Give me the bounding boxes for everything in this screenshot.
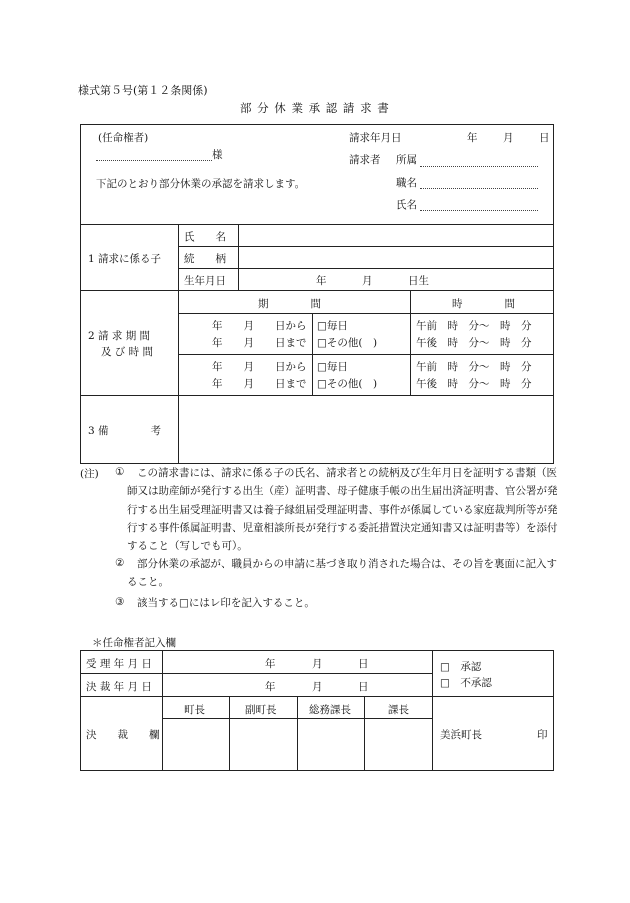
appointer-label: (任命権者) xyxy=(98,132,149,144)
request-date-year[interactable]: 年 xyxy=(467,132,478,144)
name-label: 氏名 xyxy=(396,199,417,211)
approver-deputy-mayor: 副町長 xyxy=(245,704,277,716)
child-section-label: 1 請求に係る子 xyxy=(88,253,162,265)
position-label: 職名 xyxy=(396,177,417,189)
approver-general-affairs: 総務課長 xyxy=(309,704,351,716)
approver-mayor: 町長 xyxy=(184,704,205,716)
decision-month[interactable]: 月 xyxy=(312,681,323,693)
decision-day[interactable]: 日 xyxy=(358,681,369,693)
period-row-2-from[interactable]: 年 月 日から xyxy=(212,361,307,373)
remarks-label: 3 備 考 xyxy=(88,425,162,437)
note-text-3: 該当する□にはレ印を記入すること。 xyxy=(137,597,315,609)
child-birth-year[interactable]: 年 xyxy=(316,275,327,287)
period-section-label-1: 2 請 求 期 間 xyxy=(88,330,151,342)
period-row-2-other[interactable]: □その他( ) xyxy=(317,378,378,390)
receipt-date-label: 受 理 年 月 日 xyxy=(86,658,152,670)
child-birth-day[interactable]: 日生 xyxy=(408,275,429,287)
form-number: 様式第５号(第１２条関係) xyxy=(78,84,208,97)
appointer-section-title: ＊任命権者記入欄 xyxy=(92,637,176,649)
decision-date-label: 決 裁 年 月 日 xyxy=(86,681,152,693)
form-title: 部 分 休 業 承 認 請 求 書 xyxy=(240,101,390,115)
sama-label: 様 xyxy=(212,149,223,161)
period-row-1-pm[interactable]: 午後 時 分〜 時 分 xyxy=(416,337,532,349)
period-header: 期 間 xyxy=(258,298,321,310)
appointer-name-line[interactable] xyxy=(96,160,212,161)
period-row-2-am[interactable]: 午前 時 分〜 時 分 xyxy=(416,361,532,373)
period-row-2-to[interactable]: 年 月 日まで xyxy=(212,378,307,390)
request-date-month[interactable]: 月 xyxy=(503,132,514,144)
period-row-1-from[interactable]: 年 月 日から xyxy=(212,320,307,332)
period-row-1-to[interactable]: 年 月 日まで xyxy=(212,337,307,349)
requester-label: 請求者 xyxy=(349,154,381,166)
note-text-2: 部分休業の承認が、職員からの申請に基づき取り消された場合は、その旨を裏面に記入すること。 xyxy=(127,558,557,589)
period-section-label-2: 及 び 時 間 xyxy=(101,346,154,358)
request-date-day[interactable]: 日 xyxy=(539,132,550,144)
notes-prefix: (注) xyxy=(80,468,99,480)
note-mark-3: ③ xyxy=(115,596,125,608)
child-relation-label: 続 柄 xyxy=(184,253,226,265)
note-mark-1: ① xyxy=(115,466,125,478)
child-name-label: 氏 名 xyxy=(184,231,226,243)
period-row-2-daily[interactable]: □毎日 xyxy=(317,361,348,373)
approve-checkbox[interactable]: □ 承認 xyxy=(440,661,482,673)
remarks-field[interactable] xyxy=(180,397,552,462)
affiliation-line[interactable] xyxy=(420,166,538,167)
child-birth-label: 生年月日 xyxy=(184,275,226,287)
time-header: 時 間 xyxy=(452,298,515,310)
position-line[interactable] xyxy=(420,188,538,189)
note-text-1: この請求書には、請求に係る子の氏名、請求者との続柄及び生年月日を証明する書類（医師又は助産師が発行する出生（産）証明書、母子健康手帳の出生届出済証明書、官公署が発行する出生届受理証明書又は養子縁組届受理証明書、事件が係属している家庭裁判所等が発行する事件係属証明書、児童相談所長が発行する委託措置決定通知書又は証明書等）を添付すること（写しでも可）。 xyxy=(127,467,558,553)
request-date-label: 請求年月日 xyxy=(349,132,402,144)
approval-field-label: 決 裁 欄 xyxy=(86,729,160,741)
child-birth-month[interactable]: 月 xyxy=(362,275,373,287)
disapprove-checkbox[interactable]: □ 不承認 xyxy=(440,677,492,689)
note-mark-2: ② xyxy=(115,557,125,569)
decision-year[interactable]: 年 xyxy=(265,681,276,693)
receipt-day[interactable]: 日 xyxy=(358,658,369,670)
receipt-month[interactable]: 月 xyxy=(312,658,323,670)
affiliation-label: 所属 xyxy=(396,154,417,166)
seal-mark[interactable]: 印 xyxy=(537,729,548,741)
receipt-year[interactable]: 年 xyxy=(265,658,276,670)
request-statement: 下記のとおり部分休業の承認を請求します。 xyxy=(96,178,306,190)
period-row-2-pm[interactable]: 午後 時 分〜 時 分 xyxy=(416,378,532,390)
name-line[interactable] xyxy=(420,210,538,211)
period-row-1-am[interactable]: 午前 時 分〜 時 分 xyxy=(416,320,532,332)
period-row-1-daily[interactable]: □毎日 xyxy=(317,320,348,332)
period-row-1-other[interactable]: □その他( ) xyxy=(317,337,378,349)
approver-section-chief: 課長 xyxy=(388,704,409,716)
mayor-signature: 美浜町長 xyxy=(440,729,482,741)
